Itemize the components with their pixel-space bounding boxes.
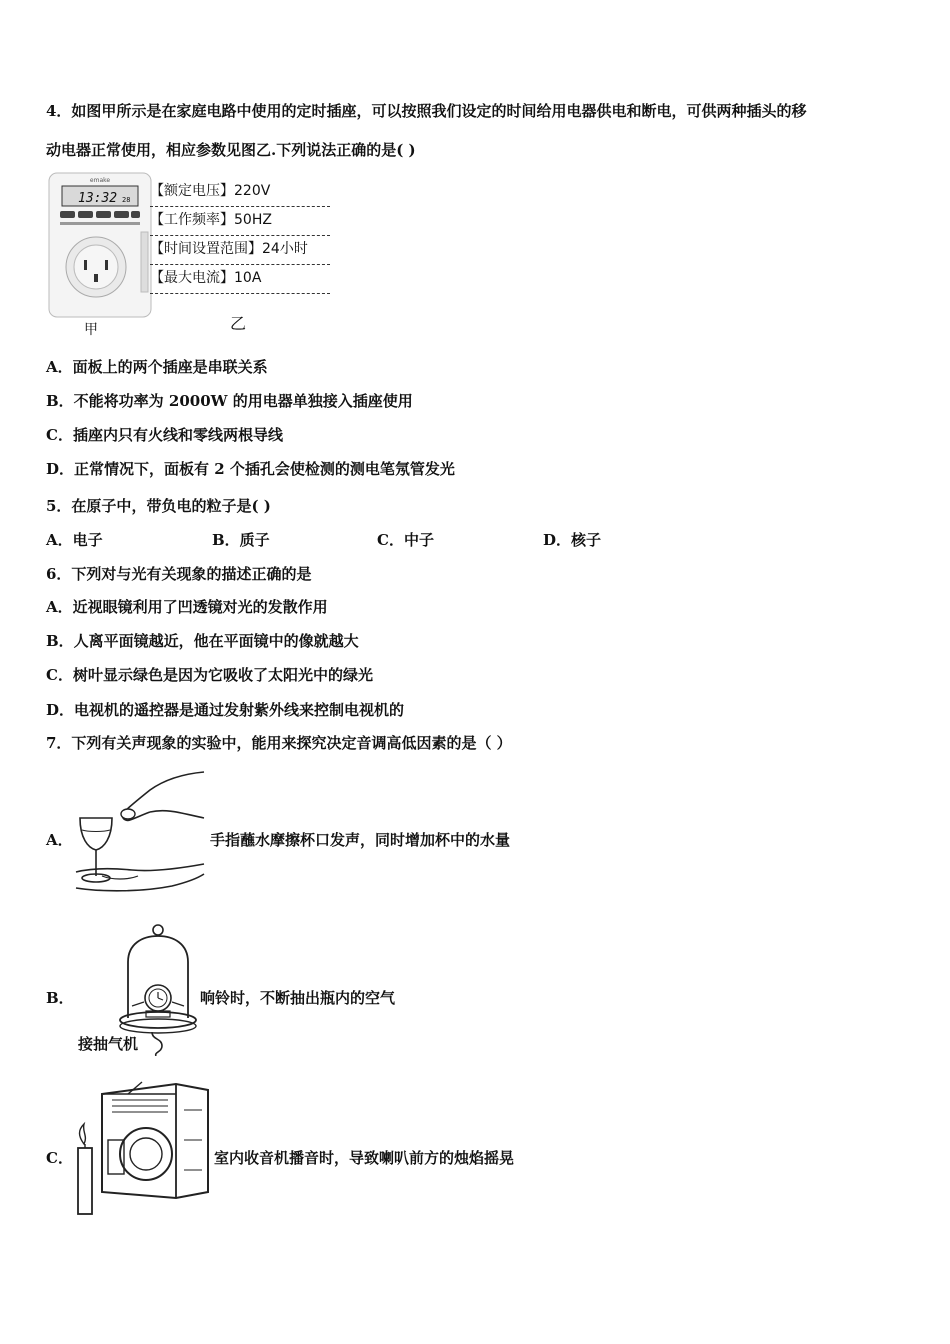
spec-rated-voltage: 【额定电压】220V	[150, 178, 330, 207]
q4-option-d[interactable]: D．正常情况下，面板有 2 个插孔会使检测的测电笔氖管发光	[46, 460, 455, 478]
spec-max-current: 【最大电流】10A	[150, 265, 330, 294]
spec-frequency: 【工作频率】50HZ	[150, 207, 330, 236]
q6-stem: 6．下列对与光有关现象的描述正确的是	[46, 565, 312, 583]
device-brand: emake	[89, 177, 111, 184]
caption-jia: 甲	[84, 322, 98, 338]
q7-option-b-text: 响铃时，不断抽出瓶内的空气	[200, 989, 396, 1007]
q4-stem-line1: 4．如图甲所示是在家庭电路中使用的定时插座，可以按照我们设定的时间给用电器供电和断电，可供两种插头的移	[46, 102, 807, 120]
q5-option-c[interactable]: C．中子	[377, 531, 434, 549]
q5-options	[46, 530, 746, 550]
q7-stem: 7．下列有关声现象的实验中，能用来探究决定音调高低因素的是（ ）	[46, 734, 512, 752]
timer-socket-figure	[48, 172, 152, 318]
q5-option-b[interactable]: B．质子	[212, 531, 270, 549]
q7-option-c-label[interactable]: C．	[46, 1149, 73, 1167]
q7-option-c-text: 室内收音机播音时，导致喇叭前方的烛焰摇晃	[214, 1149, 515, 1167]
q5-option-a[interactable]: A．电子	[46, 531, 103, 549]
q5-option-d[interactable]: D．核子	[543, 531, 602, 549]
q7-option-a-text: 手指蘸水摩擦杯口发声，同时增加杯中的水量	[210, 831, 511, 849]
q4-option-c[interactable]: C．插座内只有火线和零线两根导线	[46, 426, 283, 444]
q4-option-a[interactable]: A．面板上的两个插座是串联关系	[46, 358, 268, 376]
wine-glass-figure	[72, 768, 207, 896]
spec-table	[150, 178, 330, 294]
device-display-sub: 28	[122, 196, 131, 204]
q7-option-a-label[interactable]: A．	[46, 831, 73, 849]
q6-option-d[interactable]: D．电视机的遥控器是通过发射紫外线来控制电视机的	[46, 701, 405, 719]
spec-time-range: 【时间设置范围】24小时	[150, 236, 330, 265]
vacuum-pump-label: 接抽气机	[78, 1035, 139, 1053]
q6-option-b[interactable]: B．人离平面镜越近，他在平面镜中的像就越大	[46, 632, 359, 650]
device-display: 13:32	[78, 191, 118, 206]
caption-yi: 乙	[230, 314, 247, 333]
q4-option-b[interactable]: B．不能将功率为 2000W 的用电器单独接入插座使用	[46, 392, 413, 410]
q5-stem: 5．在原子中，带负电的粒子是( )	[46, 497, 271, 515]
radio-candle-figure	[72, 1080, 212, 1218]
q4-stem-line2: 动电器正常使用，相应参数见图乙.下列说法正确的是( )	[46, 141, 416, 159]
q6-option-a[interactable]: A．近视眼镜利用了凹透镜对光的发散作用	[46, 598, 328, 616]
pump-tube-icon	[148, 1030, 170, 1056]
q6-option-c[interactable]: C．树叶显示绿色是因为它吸收了太阳光中的绿光	[46, 666, 373, 684]
q7-option-b-label[interactable]: B．	[46, 989, 74, 1007]
bell-jar-figure	[118, 922, 200, 1034]
